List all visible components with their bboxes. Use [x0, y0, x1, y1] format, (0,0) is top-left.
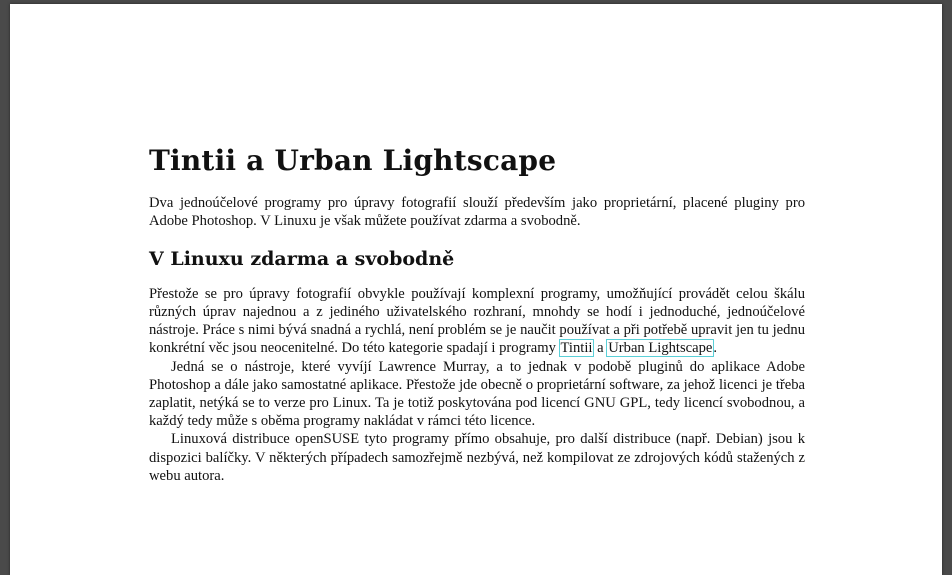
- paragraph-1: [149, 285, 805, 358]
- paragraph-3: Linuxová distribuce openSUSE tyto programy přímo obsahuje, pro další distribuce (např. Debian) jsou k dispozici balíčky. V některých případech samozřejmě nezbývá, než kompilovat ze zdrojových kódů stažených z webu autora.: [149, 431, 805, 484]
- tintii-link[interactable]: Tintii: [560, 340, 593, 357]
- paragraph-2: Jedná se o nástroje, které vyvíjí Lawrence Murray, a to jednak v podobě pluginů do aplikace Adobe Photoshop a dále jako samostatné aplikace. Přestože jde obecně o proprietární software, za jehož licenci je třeba zaplatit, netýká se to verze pro Linux. Ta je totiž poskytována pod licencí GNU GPL, tedy licencí svobodnou, a každý tedy může s oběma programy nakládat v rámci této licence.: [149, 358, 805, 430]
- article-title: Tintii a Urban Lightscape: [149, 144, 557, 177]
- urban-lightscape-link[interactable]: Urban Lightscape: [608, 340, 713, 357]
- paragraph-1-joiner: a: [597, 340, 604, 357]
- section-heading: V Linuxu zdarma a svobodně: [149, 248, 455, 270]
- intro-paragraph: Dva jednoúčelové programy pro úpravy fotografií slouží především jako proprietární, placené pluginy pro Adobe Photoshop. V Linuxu je však můžete používat zdarma a svobodně.: [149, 194, 805, 229]
- page-content: [149, 144, 805, 485]
- document-page: [10, 4, 942, 575]
- paragraph-1-end: .: [713, 340, 718, 357]
- paragraph-1-text: Přestože se pro úpravy fotografií obvykle používají komplexní programy, umožňující provádět celou škálu různých úprav najednou a z jediného uživatelského rozhraní, mnohdy se hodí i jednoduché, jednoúčelové nástroje. Práce s nimi bývá snadná a rychlá, není problém se je naučit používat a při potřebě upravit jen tu jednu konkrétní věc jsou neocenitelné. Do této kategorie spadají i programy: [149, 285, 805, 357]
